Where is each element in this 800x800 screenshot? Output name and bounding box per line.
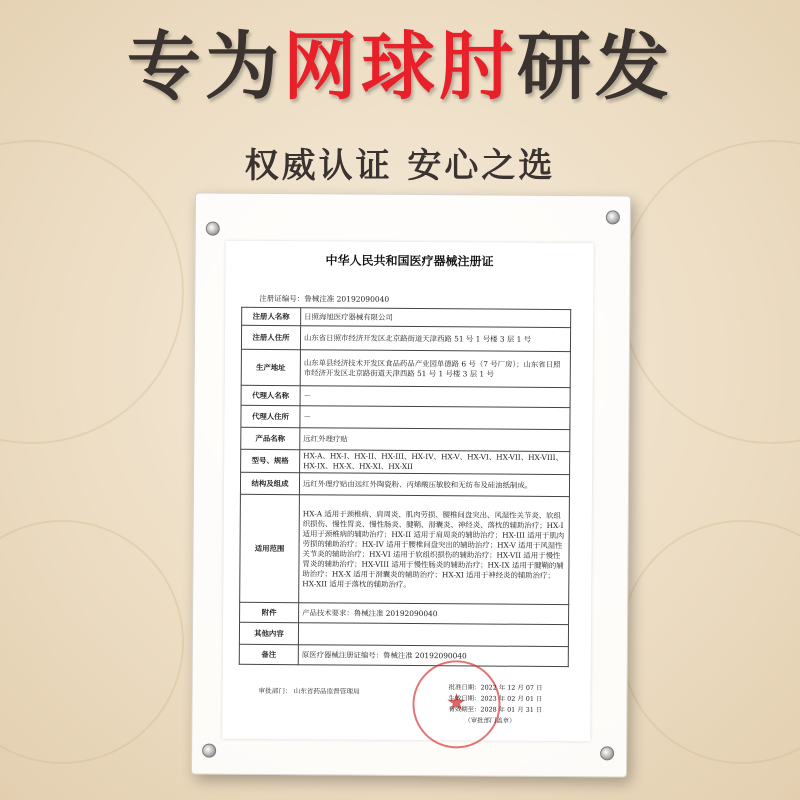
row-label: 备注 bbox=[239, 644, 298, 664]
table-row bbox=[241, 349, 570, 387]
approval-date: 批准日期：2022 年 12 月 07 日 bbox=[448, 683, 543, 692]
screw-icon bbox=[606, 210, 620, 224]
table-row bbox=[242, 307, 571, 327]
certificate-table bbox=[239, 307, 571, 667]
table-row bbox=[239, 644, 568, 666]
row-value: HX-A、HX-I、HX-II、HX-III、HX-IV、HX-V、HX-VI、HX-VII、HX-VIII、HX-IX、HX-X、HX-XI、HX-XII bbox=[300, 450, 570, 475]
row-value: 原医疗器械注册证编号：鲁械注准 20192090040 bbox=[298, 645, 568, 667]
row-label: 代理人住所 bbox=[241, 405, 300, 427]
headline bbox=[0, 22, 800, 112]
row-label: 适用范围 bbox=[240, 494, 300, 602]
approval-authority: 审批部门： 山东省药品监督管理局 bbox=[258, 686, 360, 696]
table-row bbox=[241, 449, 570, 474]
row-label: 产品名称 bbox=[241, 427, 300, 449]
table-row bbox=[241, 427, 570, 451]
table-row bbox=[241, 385, 570, 407]
row-label: 注册人住所 bbox=[241, 325, 300, 349]
subheadline: 权威认证 安心之选 bbox=[244, 146, 556, 186]
seal-star-icon: ★ bbox=[445, 688, 468, 717]
headline-highlight: 网球肘 bbox=[283, 24, 517, 110]
row-value: 远红外理疗贴由远红外陶瓷粉、丙烯酸压敏胶和无纺布及硅油纸制成。 bbox=[299, 473, 569, 497]
seal-hint: （审批部门盖章） bbox=[464, 716, 516, 725]
table-row bbox=[240, 602, 569, 624]
row-value bbox=[298, 623, 568, 647]
row-label: 其他内容 bbox=[239, 622, 298, 644]
acrylic-frame bbox=[191, 192, 631, 777]
certificate-title: 中华人民共和国医疗器械注册证 bbox=[325, 253, 494, 269]
row-label: 附件 bbox=[240, 602, 299, 622]
table-row bbox=[240, 472, 569, 496]
table-row bbox=[240, 494, 570, 604]
table-row bbox=[241, 405, 570, 429]
registration-number: 注册证编号：鲁械注准 20192090040 bbox=[259, 293, 390, 304]
screw-icon bbox=[600, 746, 614, 760]
row-value: 日照海旭医疗器械有限公司 bbox=[301, 308, 571, 328]
row-label: 代理人名称 bbox=[241, 385, 300, 405]
row-value: HX-A 适用于颈椎病、肩周炎、肌肉劳损、腰椎间盘突出、风湿性关节炎、软组织损伤、慢性胃炎、慢性肠炎、腱鞘、滑囊炎、神经炎、落枕的辅助治疗；HX-I 适用于颈椎病的辅助治疗；HX-II 适用于肩周炎的辅助治疗；HX-III 适用于肌肉劳损的辅助治疗；HX-IV 适用于腰椎间盘突出的辅助治疗；HX-V 适用于风湿性关节炎的辅助治疗；HX-VI 适用于软组织损伤的辅助治疗；HX-VII 适用于慢性胃炎的辅助治疗；HX-VIII 适用于慢性肠炎的辅助治疗；HX-IX 适用于腱鞘的辅助治疗；HX-X 适用于滑囊炎的辅助治疗；HX-XI 适用于神经炎的辅助治疗；HX-XII 适用于落枕的辅助治疗。 bbox=[299, 495, 570, 605]
background-ornament bbox=[620, 520, 800, 764]
row-label: 结构及组成 bbox=[240, 472, 299, 494]
row-value: － bbox=[300, 386, 570, 408]
registration-certificate bbox=[222, 241, 593, 742]
background-ornament bbox=[0, 520, 184, 764]
headline-part1: 专为 bbox=[127, 24, 283, 110]
screw-icon bbox=[206, 222, 220, 236]
row-value: 山东省日照市经济开发区北京路街道天津西路 51 号 1 号楼 3 层 1 号 bbox=[300, 326, 570, 352]
row-value: 产品技术要求：鲁械注准 20192090040 bbox=[299, 603, 569, 625]
table-row bbox=[241, 325, 570, 351]
row-label: 生产地址 bbox=[241, 349, 300, 385]
screw-icon bbox=[202, 744, 216, 758]
row-label: 注册人名称 bbox=[242, 307, 301, 325]
row-label: 型号、规格 bbox=[241, 449, 300, 472]
date-block bbox=[448, 682, 542, 727]
row-value: 远红外理疗贴 bbox=[300, 428, 570, 452]
table-row bbox=[239, 622, 568, 646]
row-value: 山东单县经济技术开发区食品药品产业园单德路 6 号（7 号厂房）；山东省日照市经济开发区北京路街道天津西路 51 号 1 号楼 3 层 1 号 bbox=[300, 350, 570, 388]
effective-date: 生效日期：2023 年 02 月 01 日 bbox=[448, 694, 543, 703]
row-value: － bbox=[300, 406, 570, 430]
expiry-date: 有效期至：2028 年 01 月 31 日 bbox=[448, 705, 543, 714]
headline-part3: 研发 bbox=[517, 24, 673, 110]
